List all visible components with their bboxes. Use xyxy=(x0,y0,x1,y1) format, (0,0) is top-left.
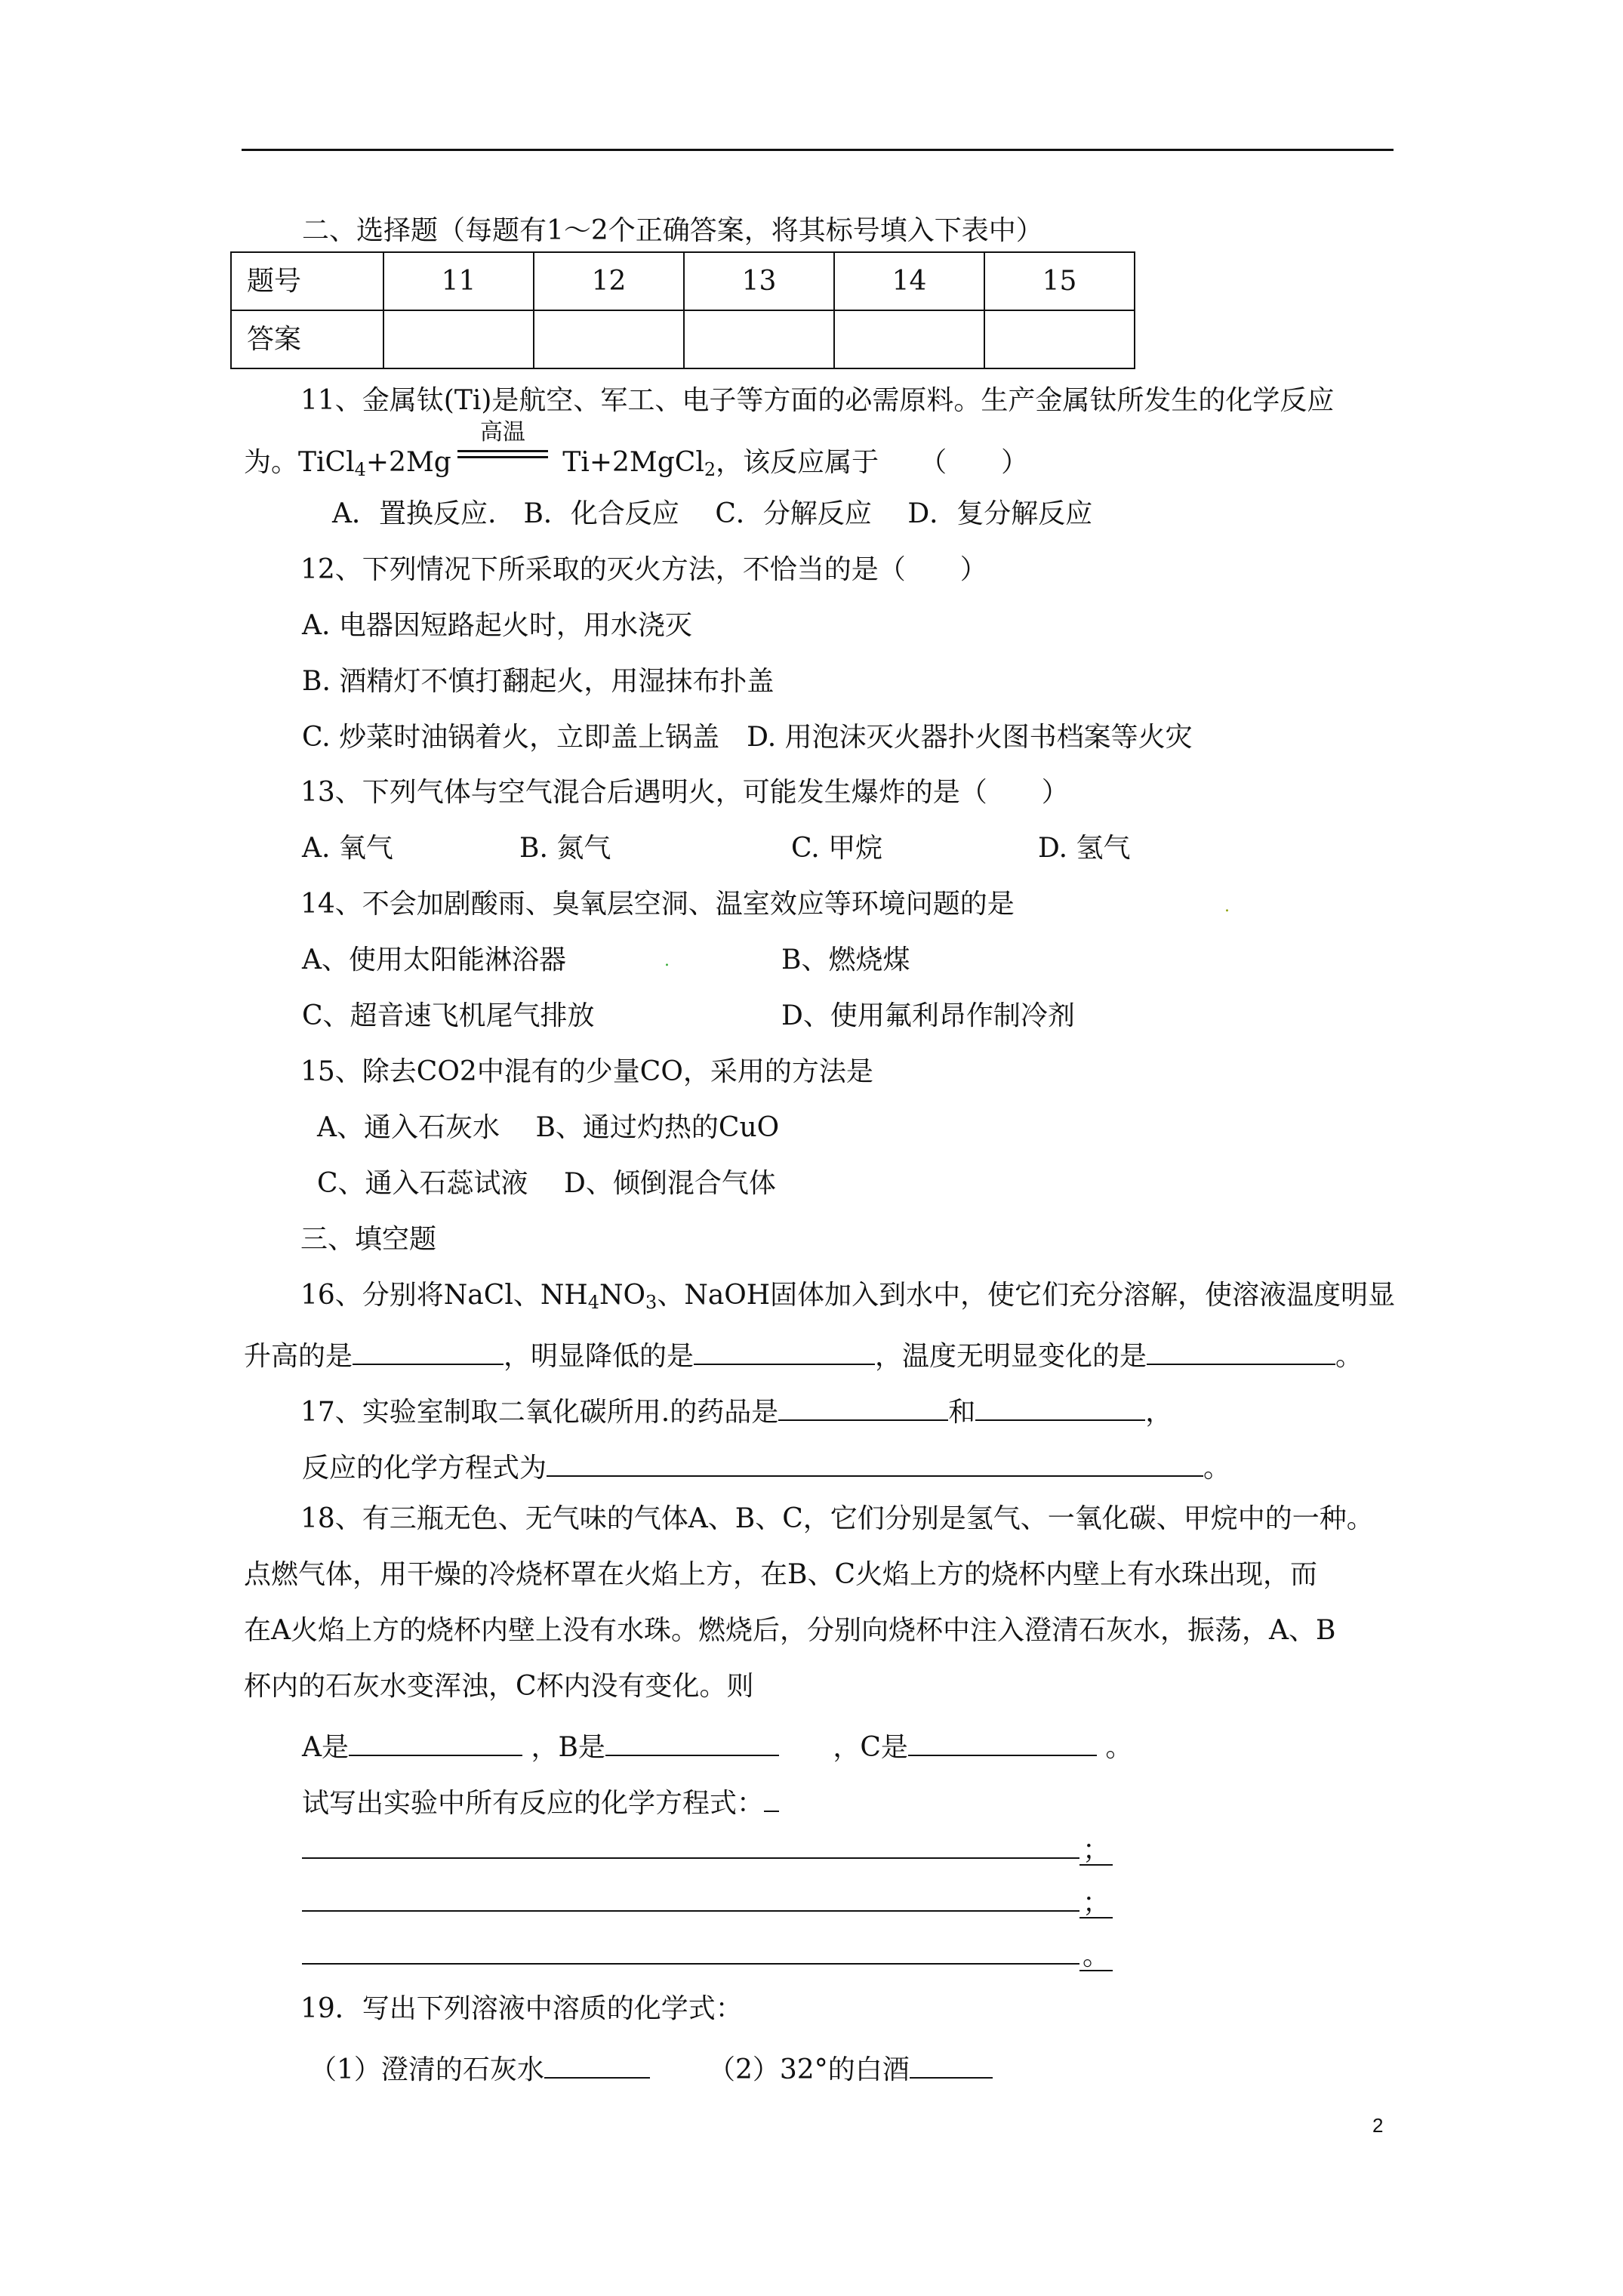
subscript: 2 xyxy=(704,459,716,480)
q17-line2 xyxy=(302,1450,1230,1482)
question-text: （1）澄清的石灰水 xyxy=(310,2054,544,2085)
q11-options: A．置换反应. B．化合反应 C．分解反应 D．复分解反应 xyxy=(332,498,1093,529)
answer-cell[interactable] xyxy=(684,310,834,368)
question-text: 升高的是 xyxy=(244,1341,353,1372)
answer-blank[interactable] xyxy=(1147,1338,1335,1365)
answer-blank[interactable] xyxy=(547,1450,1203,1477)
question-number-cell: 15 xyxy=(984,252,1135,310)
question-text: 。 xyxy=(1335,1341,1363,1372)
q13-option-d: D. 氢气 xyxy=(1038,833,1131,864)
answer-cell[interactable] xyxy=(383,310,534,368)
answer-blank[interactable] xyxy=(605,1729,779,1756)
subscript: 4 xyxy=(587,1292,600,1313)
equation-text: Ti+2MgCl xyxy=(553,447,704,478)
answer-cell[interactable] xyxy=(834,310,984,368)
q19-stem: 19．写出下列溶液中溶质的化学式： xyxy=(300,1993,743,2024)
section-2-title: 二、选择题（每题有1～2个正确答案，将其标号填入下表中） xyxy=(302,215,1043,246)
answer-blank[interactable] xyxy=(302,1885,1079,1912)
equation-text: 为。TiCl xyxy=(244,447,355,478)
row-label-answer: 答案 xyxy=(231,310,383,368)
equation-text: +2Mg xyxy=(365,447,451,478)
table-row xyxy=(231,310,1135,368)
answer-blank[interactable] xyxy=(302,1937,1079,1965)
answer-blank[interactable] xyxy=(302,1832,1079,1859)
q18-abc-line xyxy=(302,1729,1132,1761)
q18-line4: 杯内的石灰水变浑浊，C杯内没有变化。则 xyxy=(244,1671,754,1702)
q13-option-a: A. 氧气 xyxy=(302,833,393,864)
subscript: 3 xyxy=(645,1292,658,1313)
question-number-cell: 14 xyxy=(834,252,984,310)
question-text: ，C是 xyxy=(833,1732,908,1763)
reaction-condition: 高温 xyxy=(479,419,525,445)
question-text: ，温度无明显变化的是 xyxy=(875,1341,1147,1372)
question-number-cell: 11 xyxy=(383,252,534,310)
q11-equation-line xyxy=(244,419,1029,480)
question-number-cell: 13 xyxy=(684,252,834,310)
question-text: 、NaOH固体加入到水中，使它们充分溶解，使溶液温度明显 xyxy=(657,1280,1396,1311)
q14-option-d: D、使用氟利昂作制冷剂 xyxy=(781,1000,1075,1031)
section-3-title: 三、填空题 xyxy=(300,1224,437,1255)
page-number: 2 xyxy=(1372,2114,1384,2137)
answer-blank[interactable] xyxy=(694,1338,875,1365)
question-number-cell: 12 xyxy=(534,252,684,310)
question-text: ； xyxy=(1079,1890,1113,1918)
answer-cell[interactable] xyxy=(984,310,1135,368)
q11-stem: 11、金属钛(Ti)是航空、军工、电子等方面的必需原料。生产金属钛所发生的化学反应 xyxy=(300,385,1335,416)
q13-stem: 13、下列气体与空气混合后遇明火，可能发生爆炸的是（ ） xyxy=(300,777,1069,808)
q18-eq-line-3 xyxy=(302,1937,1113,1971)
q18-eq-prompt xyxy=(302,1785,779,1817)
question-text: 反应的化学方程式为 xyxy=(302,1453,547,1484)
q15-stem: 15、除去CO2中混有的少量CO，采用的方法是 xyxy=(300,1056,873,1087)
equation-text: ，该反应属于 （ ） xyxy=(716,447,1029,478)
question-text: 和 xyxy=(948,1397,976,1428)
question-text: （2）32°的白酒 xyxy=(708,2054,910,2085)
q14-option-c: C、超音速飞机尾气排放 xyxy=(302,1000,595,1031)
answer-table xyxy=(230,251,1135,369)
q18-line2: 点燃气体，用干燥的冷烧杯罩在火焰上方，在B、C火焰上方的烧杯内壁上有水珠出现，而 xyxy=(244,1559,1318,1590)
speck: . xyxy=(1224,897,1230,916)
q18-line3: 在A火焰上方的烧杯内壁上没有水珠。燃烧后，分别向烧杯中注入澄清石灰水，振荡，A、B xyxy=(244,1615,1336,1646)
subscript: 4 xyxy=(354,459,366,480)
q16-stem xyxy=(300,1282,1395,1311)
answer-blank[interactable] xyxy=(764,1785,779,1812)
question-text: ， xyxy=(1145,1397,1173,1428)
question-text: 试写出实验中所有反应的化学方程式： xyxy=(302,1788,765,1819)
question-text: ； xyxy=(1079,1837,1113,1866)
q18-line1: 18、有三瓶无色、无气味的气体A、B、C，它们分别是氢气、一氧化碳、甲烷中的一种。 xyxy=(300,1503,1374,1534)
question-text: ，明显降低的是 xyxy=(504,1341,694,1372)
q12-option-b: B. 酒精灯不慎打翻起火，用湿抹布扑盖 xyxy=(302,666,775,697)
q15-option-cd: C、通入石蕊试液 D、倾倒混合气体 xyxy=(317,1168,776,1199)
answer-blank[interactable] xyxy=(353,1338,504,1365)
question-text: 。 xyxy=(1079,1943,1113,1971)
question-text: 16、分别将NaCl、NH xyxy=(300,1280,588,1311)
q12-stem: 12、下列情况下所采取的灭火方法，不恰当的是（ ） xyxy=(300,554,987,585)
answer-blank[interactable] xyxy=(908,1729,1097,1756)
q12-option-a: A. 电器因短路起火时，用水浇灭 xyxy=(302,610,692,641)
q12-option-cd: C. 炒菜时油锅着火，立即盖上锅盖 D. 用泡沫灭火器扑火图书档案等火灾 xyxy=(302,722,1193,753)
answer-blank[interactable] xyxy=(349,1729,522,1756)
header-rule xyxy=(242,149,1394,151)
table-row xyxy=(231,252,1135,310)
q19-item-1 xyxy=(310,2051,650,2084)
q18-eq-line-2 xyxy=(302,1885,1113,1918)
reaction-arrow xyxy=(457,419,548,471)
speck: . xyxy=(664,951,670,970)
q17-line1 xyxy=(300,1394,1172,1426)
answer-blank[interactable] xyxy=(544,2051,650,2079)
q15-option-ab: A、通入石灰水 B、通过灼热的CuO xyxy=(317,1112,780,1143)
q14-stem: 14、不会加剧酸雨、臭氧层空洞、温室效应等环境问题的是 xyxy=(300,889,1015,920)
answer-cell[interactable] xyxy=(534,310,684,368)
q16-blanks-line xyxy=(244,1338,1363,1370)
answer-blank[interactable] xyxy=(910,2051,993,2079)
q13-option-c: C. 甲烷 xyxy=(791,833,883,864)
q14-option-b: B、燃烧煤 xyxy=(781,945,910,975)
q19-item-2 xyxy=(708,2051,993,2084)
q18-eq-line-1 xyxy=(302,1832,1113,1866)
question-text: 17、实验室制取二氧化碳所用.的药品是 xyxy=(300,1397,779,1428)
row-label-number: 题号 xyxy=(231,252,383,310)
question-text: A是 xyxy=(302,1732,349,1763)
question-text: 。 xyxy=(1105,1732,1133,1763)
q13-option-b: B. 氮气 xyxy=(519,833,611,864)
question-text: NO xyxy=(599,1280,646,1311)
q14-option-a: A、使用太阳能淋浴器 xyxy=(302,945,566,975)
answer-blank[interactable] xyxy=(975,1394,1145,1421)
question-text: ，B是 xyxy=(531,1732,605,1763)
answer-blank[interactable] xyxy=(778,1394,948,1421)
question-text: 。 xyxy=(1203,1453,1231,1484)
